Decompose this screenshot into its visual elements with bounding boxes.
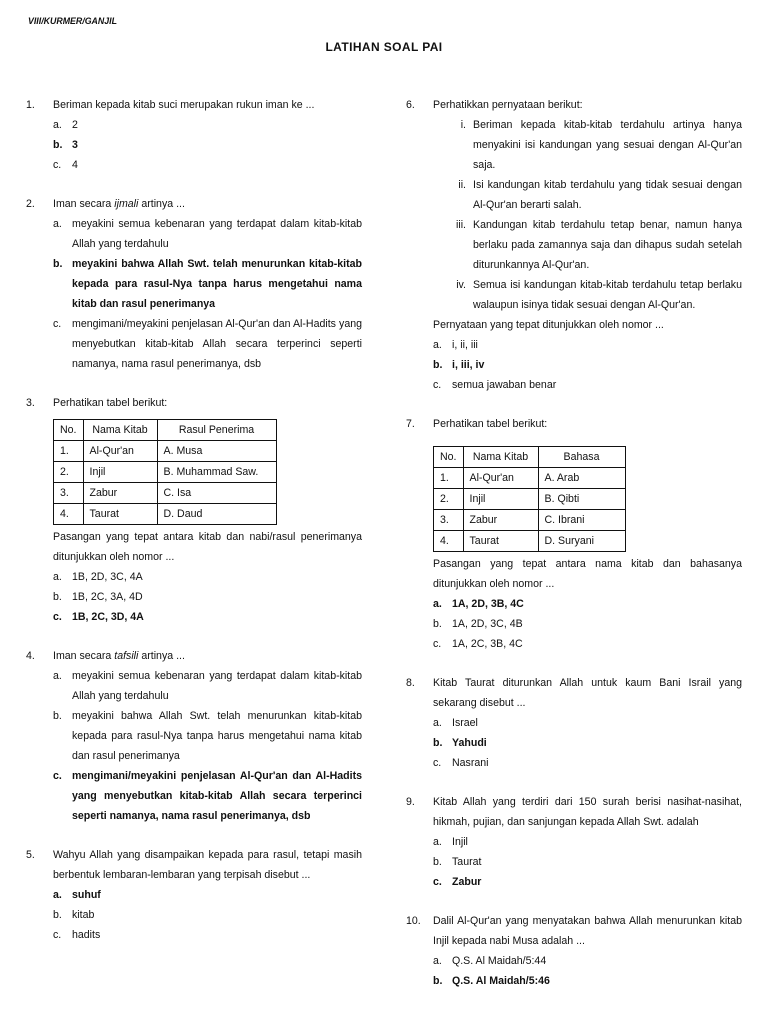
option-letter: c. [433, 379, 442, 391]
question-text-post: artinya ... [138, 198, 185, 210]
option-text: suhuf [72, 889, 101, 901]
question-term: tafsili [114, 650, 139, 662]
question-text-post: artinya ... [138, 650, 185, 662]
option-letter: c. [433, 757, 442, 769]
option-c [433, 753, 742, 773]
statement-iv [433, 275, 742, 315]
kitab-bahasa-table [433, 446, 626, 552]
option-c [53, 925, 362, 945]
table-header: No. [434, 447, 464, 468]
table-cell: Injil [463, 489, 538, 510]
option-text: meyakini bahwa Allah Swt. telah menurunkan kitab-kitab kepada para rasul-Nya tanpa harus mengetahui nama kitab dan rasul penerimanya [72, 710, 362, 762]
option-letter: a. [53, 119, 62, 131]
option-letter: b. [53, 258, 63, 270]
option-b [53, 587, 362, 607]
option-text: Israel [452, 717, 478, 729]
option-text: 1A, 2C, 3B, 4C [452, 638, 523, 650]
kitab-rasul-table [53, 419, 277, 525]
option-letter: a. [53, 571, 62, 583]
option-letter: b. [53, 591, 62, 603]
option-c [53, 314, 362, 374]
statement-text: Isi kandungan kitab terdahulu yang tidak sesuai dengan Al-Qur'an berarti salah. [473, 179, 742, 211]
table-cell: Taurat [463, 531, 538, 552]
table-row [54, 483, 277, 504]
option-text: 4 [72, 159, 78, 171]
statement-i [433, 115, 742, 175]
option-letter: b. [433, 618, 442, 630]
statement-text: Beriman kepada kitab-kitab terdahulu artinya hanya menyakini isi kandungan yang sesuai dengan Al-Qur'an saja. [473, 119, 742, 171]
table-header: Nama Kitab [463, 447, 538, 468]
option-letter: c. [53, 611, 62, 623]
table-cell: B. Muhammad Saw. [157, 462, 276, 483]
question-text: Perhatikan tabel berikut: [433, 418, 548, 430]
table-cell: 1. [54, 441, 84, 462]
option-a [53, 214, 362, 254]
option-letter: c. [433, 638, 442, 650]
option-c [433, 375, 742, 395]
table-cell: Al-Qur'an [463, 468, 538, 489]
question-2 [26, 194, 362, 374]
table-row [54, 441, 277, 462]
statement-numeral: i. [460, 119, 466, 131]
option-b [433, 614, 742, 634]
option-a [433, 713, 742, 733]
option-c-answer [433, 872, 742, 892]
table-header: Rasul Penerima [157, 420, 276, 441]
table-cell: Injil [83, 462, 157, 483]
table-cell: 2. [434, 489, 464, 510]
option-text: i, iii, iv [452, 359, 485, 371]
option-a-answer [433, 594, 742, 614]
question-prompt: Pernyataan yang tepat ditunjukkan oleh nomor ... [433, 319, 664, 331]
option-text: 1B, 2D, 3C, 4A [72, 571, 143, 583]
option-letter: b. [53, 139, 63, 151]
question-text-pre: Iman secara [53, 198, 115, 210]
option-letter: b. [433, 975, 443, 987]
question-prompt: Pasangan yang tepat antara kitab dan nabi/rasul penerimanya ditunjukkan oleh nomor ... [53, 531, 362, 563]
option-letter: a. [53, 889, 62, 901]
question-text: Dalil Al-Qur'an yang menyatakan bahwa Allah menurunkan kitab Injil kepada nabi Musa adalah ... [433, 915, 742, 947]
option-text: kitab [72, 909, 95, 921]
option-b [53, 706, 362, 766]
option-b-answer [433, 355, 742, 375]
table-row [434, 510, 626, 531]
option-a [53, 115, 362, 135]
table-cell: 2. [54, 462, 84, 483]
option-text: meyakini bahwa Allah Swt. telah menurunkan kitab-kitab kepada para rasul-Nya tanpa harus mengetahui nama kitab dan rasul penerimanya [72, 258, 362, 310]
option-text: 1A, 2D, 3C, 4B [452, 618, 523, 630]
question-9 [406, 792, 742, 892]
table-cell: C. Isa [157, 483, 276, 504]
question-number: 4. [26, 650, 35, 662]
question-number: 9. [406, 796, 415, 808]
question-number: 8. [406, 677, 415, 689]
option-a [433, 832, 742, 852]
question-text [53, 646, 362, 666]
question-number: 7. [406, 418, 415, 430]
option-a [53, 666, 362, 706]
option-a [433, 335, 742, 355]
table-cell: 3. [434, 510, 464, 531]
option-letter: a. [433, 598, 442, 610]
table-cell: Taurat [83, 504, 157, 525]
option-text: Taurat [452, 856, 482, 868]
page-title: LATIHAN SOAL PAI [325, 40, 443, 54]
option-text: 1A, 2D, 3B, 4C [452, 598, 524, 610]
statement-numeral: ii. [458, 179, 466, 191]
question-8 [406, 673, 742, 773]
statement-text: Kandungan kitab terdahulu tetap benar, namun hanya berlaku pada zamannya saja dan dihapus sudah setelah diturunkannya Al-Qur'an. [473, 219, 742, 271]
table-row [54, 504, 277, 525]
statement-numeral: iii. [455, 219, 466, 231]
table-cell: B. Qibti [538, 489, 625, 510]
question-5 [26, 845, 362, 945]
table-cell: C. Ibrani [538, 510, 625, 531]
table-cell: A. Arab [538, 468, 625, 489]
question-3 [26, 393, 362, 627]
table-row [434, 531, 626, 552]
option-text: Yahudi [452, 737, 487, 749]
table-cell: 4. [434, 531, 464, 552]
question-text: Perhatikan tabel berikut: [53, 397, 168, 409]
option-b [53, 905, 362, 925]
option-b [433, 852, 742, 872]
table-cell: 3. [54, 483, 84, 504]
option-letter: c. [53, 159, 62, 171]
option-letter: c. [53, 318, 62, 330]
question-number: 1. [26, 99, 35, 111]
question-7 [406, 414, 742, 654]
option-c-answer [53, 766, 362, 826]
option-letter: a. [433, 955, 442, 967]
question-number: 10. [406, 915, 421, 927]
option-letter: a. [53, 670, 62, 682]
option-text: meyakini semua kebenaran yang terdapat dalam kitab-kitab Allah yang terdahulu [72, 670, 362, 702]
option-letter: b. [53, 909, 62, 921]
table-cell: Zabur [83, 483, 157, 504]
option-text: mengimani/meyakini penjelasan Al-Qur'an dan Al-Hadits yang menyebutkan kitab-kitab Allah secara terperinci seperti namanya, nama rasul penerimanya, dsb [72, 318, 362, 370]
question-text: Beriman kepada kitab suci merupakan rukun iman ke ... [53, 99, 315, 111]
question-text-pre: Iman secara [53, 650, 115, 662]
table-cell: D. Daud [157, 504, 276, 525]
question-text: Kitab Allah yang terdiri dari 150 surah berisi nasihat-nasihat, hikmah, pujian, dan sanjungan kepada Allah Swt. adalah [433, 796, 742, 828]
question-number: 6. [406, 99, 415, 111]
option-text: 1B, 2C, 3A, 4D [72, 591, 143, 603]
table-header: Bahasa [538, 447, 625, 468]
question-term: ijmali [114, 198, 139, 210]
option-text: 1B, 2C, 3D, 4A [72, 611, 144, 623]
option-letter: a. [53, 218, 62, 230]
document-code: VIII/KURMER/GANJIL [28, 16, 117, 26]
question-10 [406, 911, 742, 991]
option-b-answer [53, 254, 362, 314]
question-text [53, 194, 362, 214]
table-header: Nama Kitab [83, 420, 157, 441]
option-b-answer [433, 733, 742, 753]
option-letter: b. [433, 359, 443, 371]
option-letter: c. [53, 929, 62, 941]
table-cell: D. Suryani [538, 531, 625, 552]
option-letter: b. [433, 737, 443, 749]
table-row [434, 468, 626, 489]
option-letter: c. [433, 876, 442, 888]
question-text: Perhatikkan pernyataan berikut: [433, 99, 583, 111]
statement-numeral: iv. [456, 279, 466, 291]
option-text: 2 [72, 119, 78, 131]
table-header: No. [54, 420, 84, 441]
option-text: Q.S. Al Maidah/5:44 [452, 955, 547, 967]
table-cell: 4. [54, 504, 84, 525]
question-text: Kitab Taurat diturunkan Allah untuk kaum Bani Israil yang sekarang disebut ... [433, 677, 742, 709]
question-prompt: Pasangan yang tepat antara nama kitab dan bahasanya ditunjukkan oleh nomor ... [433, 558, 742, 590]
option-text: Nasrani [452, 757, 489, 769]
option-c-answer [53, 607, 362, 627]
question-1 [26, 95, 362, 175]
table-cell: Zabur [463, 510, 538, 531]
table-row [434, 489, 626, 510]
statement-iii [433, 215, 742, 275]
question-number: 3. [26, 397, 35, 409]
statement-ii [433, 175, 742, 215]
option-letter: a. [433, 717, 442, 729]
option-text: i, ii, iii [452, 339, 478, 351]
option-letter: b. [433, 856, 442, 868]
option-letter: c. [53, 770, 62, 782]
question-number: 5. [26, 849, 35, 861]
option-text: meyakini semua kebenaran yang terdapat dalam kitab-kitab Allah yang terdahulu [72, 218, 362, 250]
statement-text: Semua isi kandungan kitab-kitab terdahulu tetap berlaku walaupun isinya tidak sesuai dengan Al-Qur'an. [473, 279, 742, 311]
option-b-answer [53, 135, 362, 155]
option-letter: a. [433, 339, 442, 351]
question-number: 2. [26, 198, 35, 210]
option-a [53, 567, 362, 587]
option-a-answer [53, 885, 362, 905]
right-column [406, 95, 742, 1010]
left-column [26, 95, 362, 964]
option-text: Q.S. Al Maidah/5:46 [452, 975, 550, 987]
option-a [433, 951, 742, 971]
option-c [433, 634, 742, 654]
table-cell: Al-Qur'an [83, 441, 157, 462]
table-header-row [434, 447, 626, 468]
option-text: Injil [452, 836, 468, 848]
option-text: 3 [72, 139, 78, 151]
option-c [53, 155, 362, 175]
option-text: hadits [72, 929, 101, 941]
option-text: semua jawaban benar [452, 379, 557, 391]
table-header-row [54, 420, 277, 441]
question-text: Wahyu Allah yang disampaikan kepada para rasul, tetapi masih berbentuk lembaran-lembaran yang terpisah disebut ... [53, 849, 362, 881]
option-b-answer [433, 971, 742, 991]
option-letter: a. [433, 836, 442, 848]
option-letter: b. [53, 710, 62, 722]
question-4 [26, 646, 362, 826]
option-text: mengimani/meyakini penjelasan Al-Qur'an dan Al-Hadits yang menyebutkan kitab-kitab Allah secara terperinci seperti namanya, nama rasul penerimanya, dsb [72, 770, 362, 822]
question-6 [406, 95, 742, 395]
table-cell: 1. [434, 468, 464, 489]
option-text: Zabur [452, 876, 482, 888]
table-cell: A. Musa [157, 441, 276, 462]
table-row [54, 462, 277, 483]
